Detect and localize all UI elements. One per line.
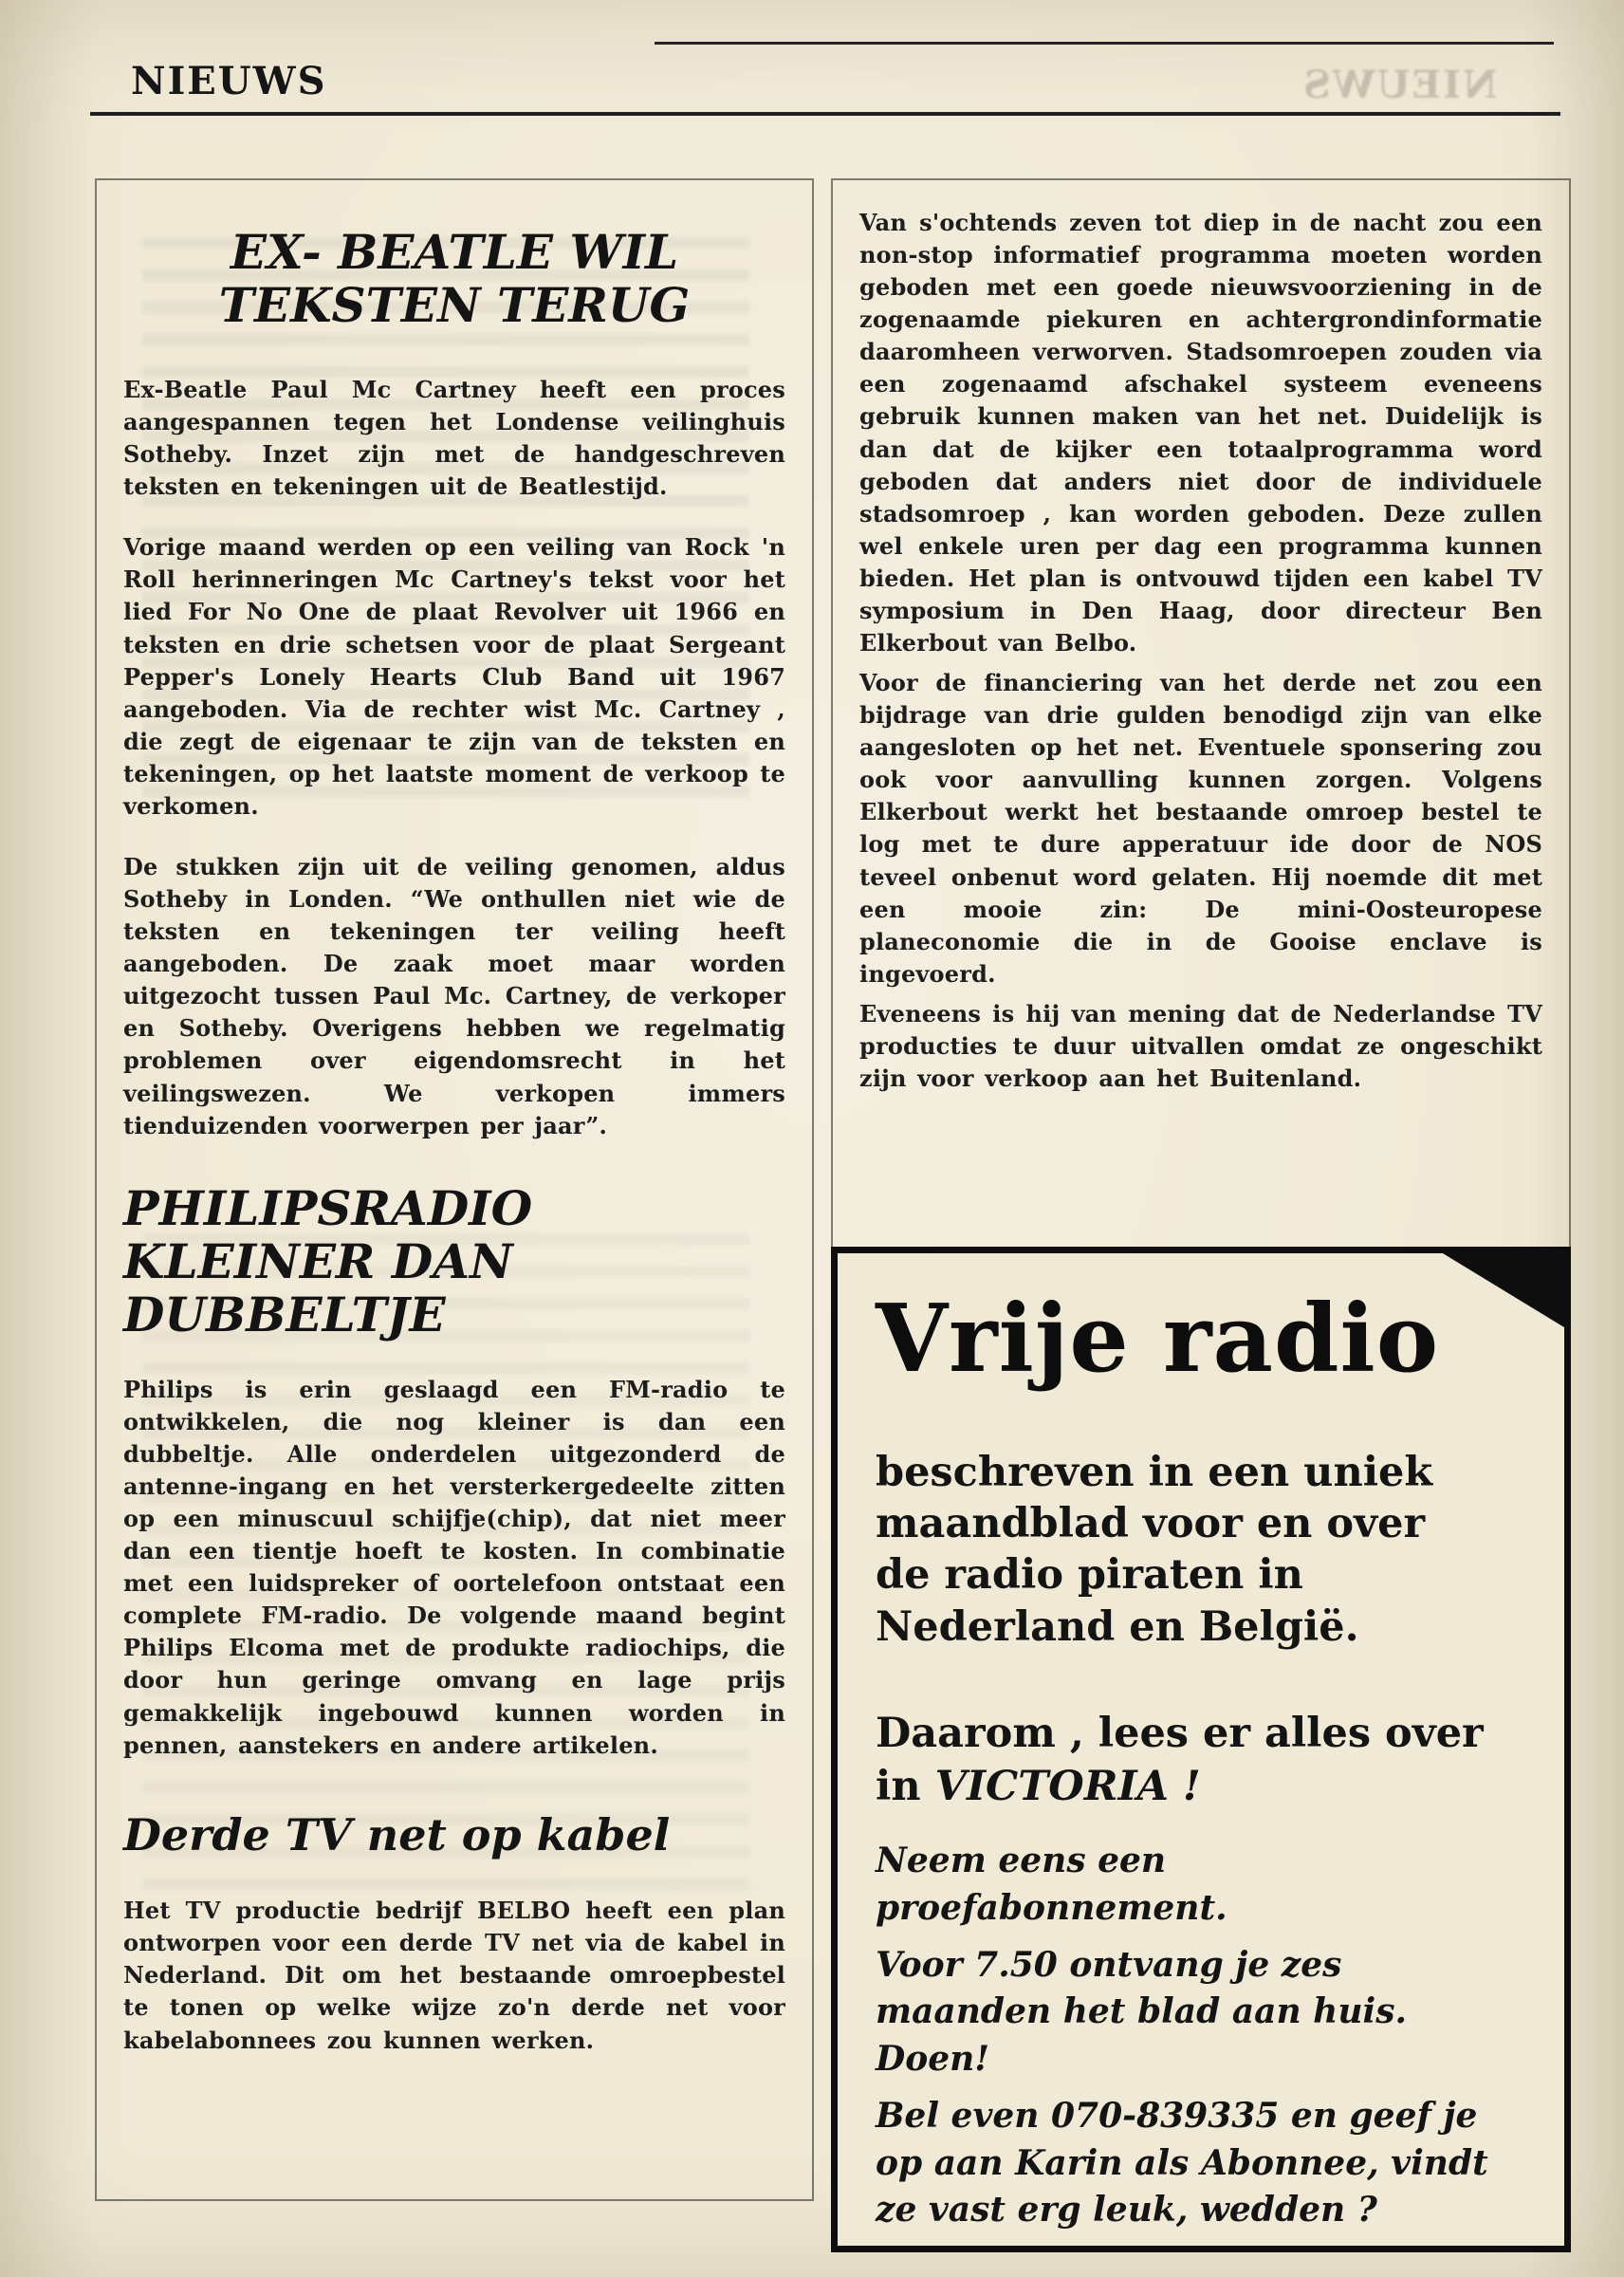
article-paragraph: Eveneens is hij van mening dat de Nederlandse TV producties te duur uitvallen omdat ze ongeschikt zijn voor verkoop aan het Buitenland. — [859, 999, 1542, 1093]
ad-brand-name: VICTORIA ! — [934, 1762, 1201, 1810]
page-header-showthrough: NIEUWS — [1301, 63, 1498, 107]
article-title-philipsradio: PHILIPSRADIO KLEINER DAN DUBBELTJE — [123, 1179, 533, 1342]
page-header: NIEUWS — [131, 59, 327, 103]
ad-call-to-action — [876, 1708, 1502, 1814]
top-rule — [655, 42, 1554, 45]
ad-phone-line: Bel even 070-839335 en geef je op aan Karin als Abonnee, vindt ze vast erg leuk, wedden ? — [876, 2095, 1488, 2231]
article-paragraph: Het TV productie bedrijf BELBO heeft een plan ontworpen voor een derde TV net via de kabel in Nederland. Dit om het bestaande omroepbestel te tonen op welke wijze zo'n derde net voor kabelabonnees zou kunnen werken. — [123, 1897, 785, 2054]
header-rule — [90, 112, 1560, 116]
ad-trial-line: Neem eens een proefabonnement. — [876, 1841, 1227, 1929]
article-paragraph: Van s'ochtends zeven tot diep in de nacht zou een non-stop informatief programma moeten worden geboden met een goede nieuwsvoorziening in de zogenaamde piekuren en achtergrondinformatie daaromheen verworven. Stadsomroepen zouden via een zogenaamd afschakel systeem eveneens gebruik kunnen maken van het net. Duidelijk is dan dat de kijker een totaalprogramma word geboden dat anders niet door de individuele stadsomroep , kan worden geboden. Deze zullen wel enkele uren per dag een programma kunnen bieden. Het plan is ontvouwd tijden een kabel TV symposium in Den Haag, door directeur Ben Elkerbout van Belbo. — [859, 209, 1542, 657]
left-column — [95, 178, 814, 2201]
article-paragraph: Voor de financiering van het derde net zou een bijdrage van drie gulden benodigd zijn van elke aangesloten op het net. Eventuele sponsering zou ook voor aanvulling kunnen zorgen. Volgens Elkerbout werkt het bestaande omroep bestel te log met te dure apperatuur ide door de NOS teveel onbenut word gelaten. Hij noemde dit met een mooie zin: De mini-Oosteuropese planeconomie die in de Gooise enclave is ingevoerd. — [859, 669, 1542, 988]
article-paragraph: Vorige maand werden op een veiling van Rock 'n Roll herinneringen Mc Cartney's tekst voor het lied For No One de plaat Revolver uit 1966 en teksten en drie schetsen voor de plaat Sergeant Pepper's Lonely Hearts Club Band uit 1967 aangeboden. Via de rechter wist Mc. Cartney , die zegt de eigenaar te zijn van de teksten en tekeningen, op het laatste moment de verkoop te verkomen. — [123, 533, 785, 820]
article-title-ex-beatle: EX- BEATLE WIL TEKSTEN TERUG — [218, 224, 691, 333]
article-title-derde-tv-net: Derde TV net op kabel — [123, 1808, 671, 1860]
corner-fold-decoration — [1443, 1253, 1564, 1327]
article-paragraph: Philips is erin geslaagd een FM-radio te ontwikkelen, die nog kleiner is dan een dubbeltje. Alle onderdelen uitgezonderd de antenne-ingang en het versterkergedeelte zitten op een minuscuul schijfje(chip), dat niet meer dan een tientje hoeft te kosten. In combinatie met een luidspreker of oortelefoon ontstaat een complete FM-radio. De volgende maand begint Philips Elcoma met de produkte radiochips, die door hun geringe omvang en lage prijs gemakkelijk ingebouwd kunnen worden in pennen, aanstekers en andere artikelen. — [123, 1375, 785, 1759]
ad-title: Vrije radio — [876, 1285, 1440, 1394]
article-paragraph: De stukken zijn uit de veiling genomen, aldus Sotheby in Londen. “We onthullen niet wie de teksten en tekeningen ter veiling heeft aangeboden. De zaak moet maar worden uitgezocht tussen Paul Mc. Cartney, de verkoper en Sotheby. Overigens hebben we regelmatig problemen over eigendomsrecht in het veilingswezen. We verkopen immers tienduizenden voorwerpen per jaar”. — [123, 853, 785, 1139]
right-column — [831, 178, 1571, 2252]
article-paragraph: Ex-Beatle Paul Mc Cartney heeft een proces aangespannen tegen het Londense veilinghuis Sotheby. Inzet zijn met de handgeschreven teksten en tekeningen uit de Beatlestijd. — [123, 376, 785, 501]
vrije-radio-ad — [831, 1247, 1571, 2252]
ad-intro-text: beschreven in een uniek maandblad voor en over de radio piraten in Nederland en België. — [876, 1449, 1433, 1651]
ad-offer-line: Voor 7.50 ontvang je zes maanden het blad aan huis. Doen! — [876, 1944, 1408, 2080]
ad-call-prefix: Daarom , lees er alles over in — [876, 1709, 1484, 1810]
